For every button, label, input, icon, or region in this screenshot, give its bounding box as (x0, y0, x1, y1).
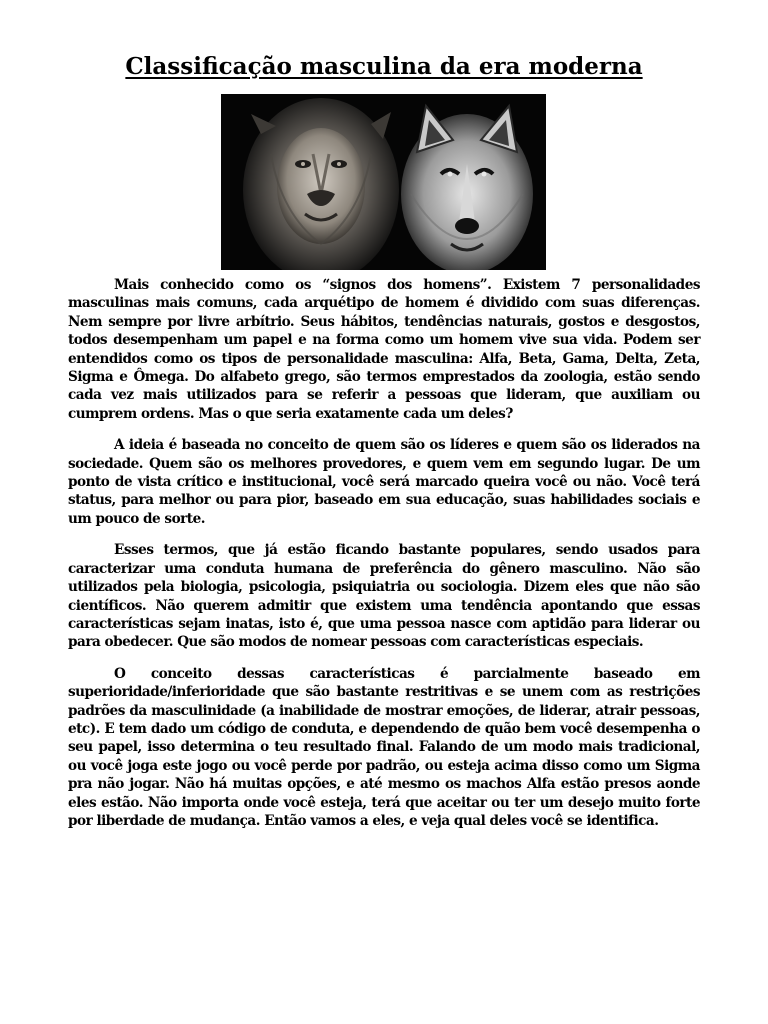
lion-wolf-illustration (221, 94, 546, 270)
paragraph-1: Mais conhecido como os “signos dos homens”. Existem 7 personalidades masculinas mais comuns, cada arquétipo de homem é dividido com suas diferenças. Nem sempre por livre arbítrio. Seus hábitos, tendências naturais, gostos e desgostos, todos desempenham um papel e na forma como um homem vive sua vida. Podem ser entendidos como os tipos de personalidade masculina: Alfa, Beta, Gama, Delta, Zeta, Sigma e Ômega. Do alfabeto grego, são termos emprestados da zoologia, estão sendo cada vez mais utilizados para se referir a pessoas que lideram, que auxiliam ou cumprem ordens. Mas o que seria exatamente cada um deles? (68, 277, 700, 422)
lion-wolf-image (221, 94, 546, 270)
document-body (68, 276, 700, 843)
wolf-face (401, 106, 533, 270)
paragraph-4: O conceito dessas características é parcialmente baseado em superioridade/inferioridade que são bastante restritivas e se unem com as restrições padrões da masculinidade (a inabilidade de mostrar emoções, de liderar, atrair pessoas, etc). E tem dado um código de conduta, e dependendo de quão bem você desempenha o seu papel, isso determina o teu resultado final. Falando de um modo mais tradicional, ou você joga este jogo ou você perde por padrão, ou esteja acima disso como um Sigma pra não jogar. Não há muitas opções, e até mesmo os machos Alfa estão presos aonde eles estão. Não importa onde você esteja, terá que aceitar ou ter um desejo muito forte por liberdade de mudança. Então vamos a eles, e veja qual deles você se identifica. (68, 665, 700, 829)
paragraph-3: Esses termos, que já estão ficando bastante populares, sendo usados para caracterizar uma conduta humana de preferência do gênero masculino. Não são utilizados pela biologia, psicologia, psiquiatria ou sociologia. Dizem eles que não são científicos. Não querem admitir que existem uma tendência apontando que essas características sejam inatas, isto é, que uma pessoa nasce com aptidão para liderar ou para obedecer. Que são modos de nomear pessoas com características especiais. (68, 542, 700, 651)
lion-face (243, 98, 399, 270)
title-text: Classificação masculina da era moderna (125, 53, 643, 81)
paragraph-2: A ideia é baseada no conceito de quem são os líderes e quem são os liderados na sociedade. Quem são os melhores provedores, e quem vem em segundo lugar. De um ponto de vista crítico e institucional, você será marcado queira você ou não. Você terá status, para melhor ou para pior, baseado em sua educação, suas habilidades sociais e um pouco de sorte. (68, 437, 700, 527)
document-title (0, 53, 768, 81)
